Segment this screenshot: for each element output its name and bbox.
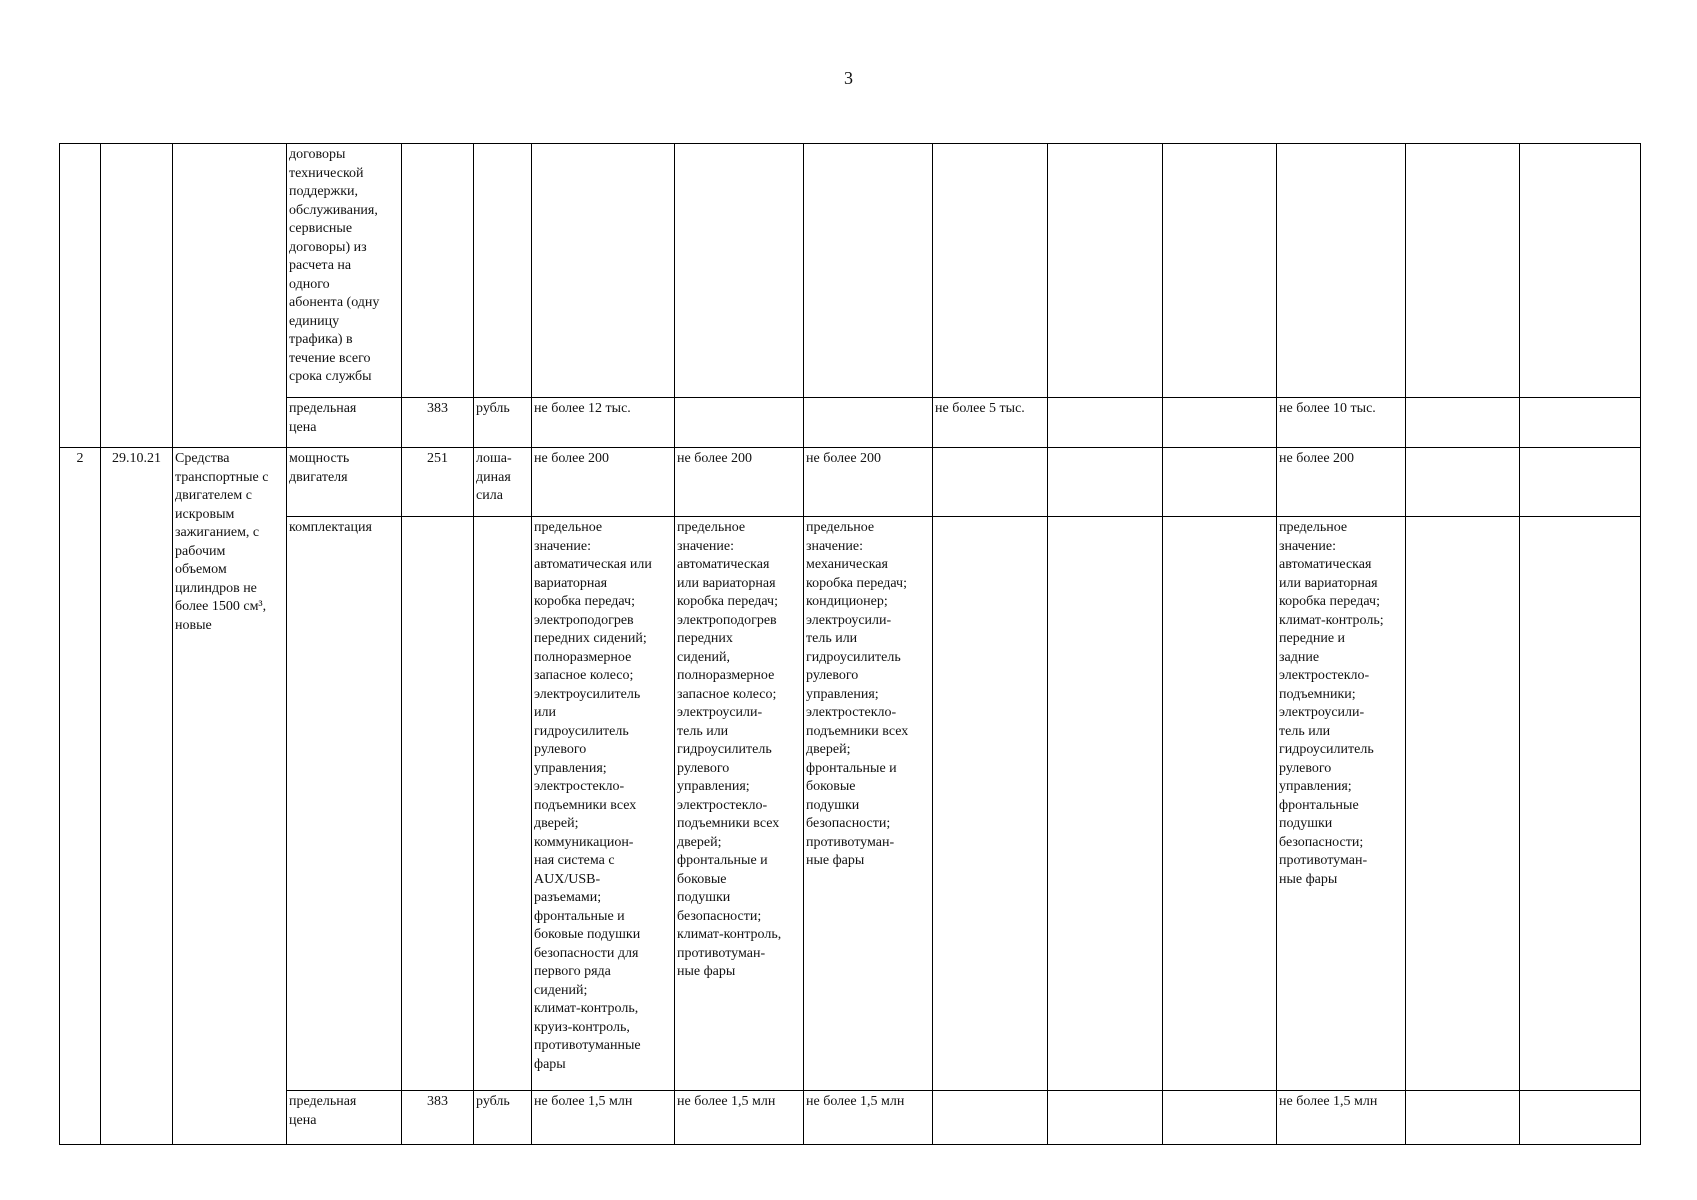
cell-unit: рубль [474,398,532,448]
cell-value [1406,1091,1520,1145]
cell-value: предельное значение: автоматическая или вариаторная коробка передач; климат-контроль; передние и задние электростекло- подъемники; электроусили- тель или гидроусилитель рулевого управления; фронтальные подушки безопасности; противотуман- ные фары [1277,517,1406,1091]
cell-value: не более 12 тыс. [532,398,675,448]
cell-value [1048,517,1163,1091]
cell-unit: лоша- диная сила [474,448,532,517]
cell-value [1048,144,1163,398]
cell-value: предельное значение: автоматическая или вариаторная коробка передач; электроподогрев передних сидений, полноразмерное запасное колесо; электроусили- тель или гидроусилитель рулевого управления; электростекло- подъемники всех дверей; фронтальные и боковые подушки безопасности; климат-контроль, противотуман- ные фары [675,517,804,1091]
cell-characteristic: предельная цена [287,1091,402,1145]
cell-okei-code [402,144,474,398]
cell-value: не более 200 [1277,448,1406,517]
table-row [60,448,1641,517]
cell-value [1163,448,1277,517]
cell-value [1406,517,1520,1091]
cell-characteristic: предельная цена [287,398,402,448]
cell-okei-code: 383 [402,398,474,448]
cell-value [804,144,933,398]
cell-value [1163,398,1277,448]
cell-value: не более 200 [532,448,675,517]
cell-unit: рубль [474,1091,532,1145]
cell-value [1277,144,1406,398]
cell-value [1520,517,1641,1091]
cell-value: не более 1,5 млн [804,1091,933,1145]
cell-value: не более 1,5 млн [532,1091,675,1145]
cell-unit [474,144,532,398]
cell-okei-code [402,517,474,1091]
cell-characteristic: комплектация [287,517,402,1091]
cell-value [675,144,804,398]
cell-okei-code: 383 [402,1091,474,1145]
cell-num [60,144,101,448]
cell-value [1520,398,1641,448]
cell-value: не более 1,5 млн [675,1091,804,1145]
cell-name [173,144,287,448]
cell-value [1406,448,1520,517]
cell-okei-code: 251 [402,448,474,517]
cell-value: не более 1,5 млн [1277,1091,1406,1145]
cell-value [933,1091,1048,1145]
cell-value [1520,144,1641,398]
cell-value [1520,448,1641,517]
cell-value [1406,398,1520,448]
cell-value [675,398,804,448]
requirements-table [59,143,1641,1145]
cell-value [933,517,1048,1091]
cell-value [532,144,675,398]
cell-value: предельное значение: автоматическая или вариаторная коробка передач; электроподогрев передних сидений; полноразмерное запасное колесо; электроусилитель или гидроусилитель рулевого управления; электростекло- подъемники всех дверей; коммуникацион- ная система с AUX/USB- разъемами; фронтальные и боковые подушки безопасности для первого ряда сидений; климат-контроль, круиз-контроль, противотуманные фары [532,517,675,1091]
cell-value: не более 200 [675,448,804,517]
cell-num: 2 [60,448,101,1145]
table-row [60,517,1641,1091]
table-row [60,1091,1641,1145]
cell-value [1520,1091,1641,1145]
cell-value [933,144,1048,398]
cell-unit [474,517,532,1091]
table-row [60,398,1641,448]
cell-value: не более 10 тыс. [1277,398,1406,448]
cell-value [1048,1091,1163,1145]
cell-value: не более 5 тыс. [933,398,1048,448]
cell-value [804,398,933,448]
cell-value: не более 200 [804,448,933,517]
cell-value [1163,1091,1277,1145]
cell-characteristic: договоры технической поддержки, обслуживания, сервисные договоры) из расчета на одного абонента (одну единицу трафика) в течение всего срока службы [287,144,402,398]
cell-value [1406,144,1520,398]
cell-characteristic: мощность двигателя [287,448,402,517]
cell-value [1048,448,1163,517]
cell-name: Средства транспортные с двигателем с искровым зажиганием, с рабочим объемом цилиндров не более 1500 см³, новые [173,448,287,1145]
cell-value: предельное значение: механическая коробка передач; кондиционер; электроусили- тель или гидроусилитель рулевого управления; электростекло- подъемники всех дверей; фронтальные и боковые подушки безопасности; противотуман- ные фары [804,517,933,1091]
cell-value [1048,398,1163,448]
cell-value [1163,517,1277,1091]
cell-value [933,448,1048,517]
cell-okpd2: 29.10.21 [101,448,173,1145]
page-number: 3 [844,68,853,88]
cell-value [1163,144,1277,398]
table-row [60,144,1641,398]
cell-okpd2 [101,144,173,448]
